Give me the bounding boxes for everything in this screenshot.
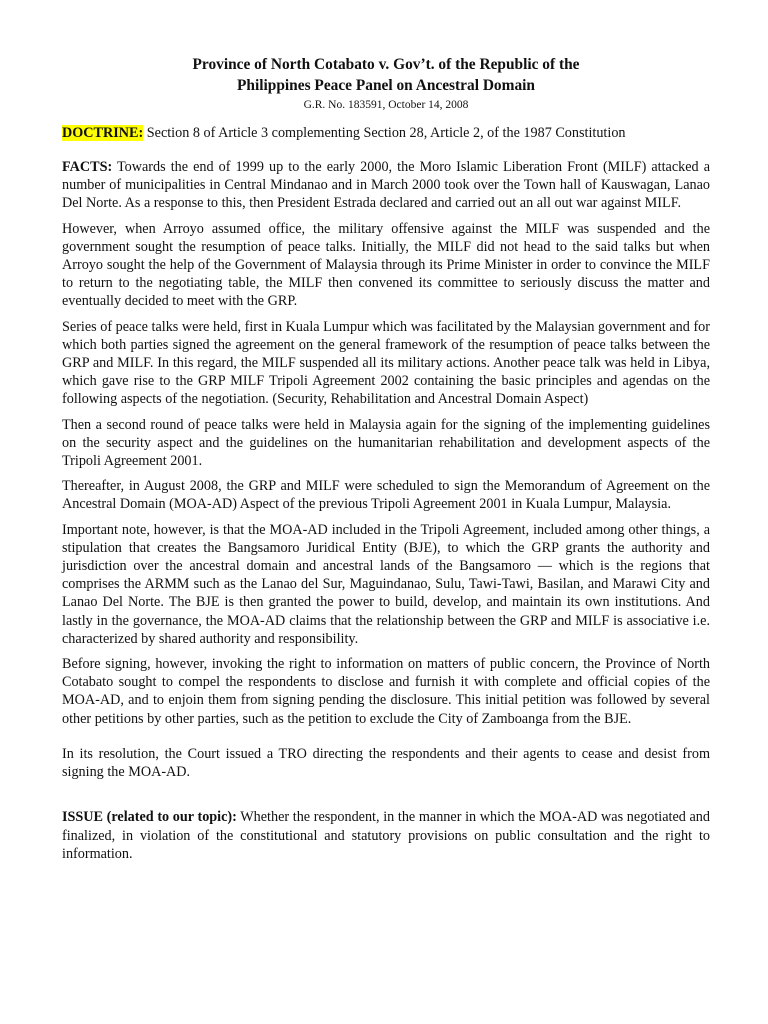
issue-label: ISSUE (related to our topic): [62,809,237,826]
case-title-line-2: Philippines Peace Panel on Ancestral Domain [237,77,535,94]
body-paragraph-2: Series of peace talks were held, first in Kuala Lumpur which was facilitated by the Malaysian government and for which both parties signed the agreement on the general framework of the resumption of peace talks between the GRP and MILF. In this regard, the MILF suspended all its military actions. Another peace talk was held in Libya, which gave rise to the GRP MILF Tripoli Agreement 2002 containing the basic principles and agendas on the following aspects of the negotiation. (Security, Rehabilitation and Ancestral Domain Aspect) [62,318,710,408]
body-paragraph-3: Then a second round of peace talks were held in Malaysia again for the signing of the implementing guidelines on the security aspect and the guidelines on the humanitarian rehabilitation and development aspects of the Tripoli Agreement 2001. [62,416,710,470]
facts-paragraph [62,158,710,213]
document-page [62,54,710,863]
case-title [62,54,710,96]
body-paragraph-5: Important note, however, is that the MOA-AD included in the Tripoli Agreement, included among other things, a stipulation that creates the Bangsamoro Juridical Entity (BJE), to which the GRP grants the authority and jurisdiction over the ancestral domain and ancestral lands of the Bangsamoro — which is the regions that comprises the ARMM such as the Lanao del Sur, Maguindanao, Sulu, Tawi-Tawi, Basilan, and Marawi City and Lanao Del Norte. The BJE is then granted the power to build, develop, and maintain its own institutions. And lastly in the governance, the MOA-AD claims that the relationship between the GRP and MILF is associative i.e. characterized by shared authority and responsibility. [62,521,710,647]
issue-paragraph [62,808,710,863]
body-paragraph-4: Thereafter, in August 2008, the GRP and MILF were scheduled to sign the Memorandum of Agreement on the Ancestral Domain (MOA-AD) Aspect of the previous Tripoli Agreement 2001 in Kuala Lumpur, Malaysia. [62,478,710,513]
body-paragraph-1: However, when Arroyo assumed office, the military offensive against the MILF was suspended and the government sought the resumption of peace talks. Initially, the MILF did not head to the said talks but when Arroyo sought the help of the Government of Malaysia through its Prime Minister in order to convince the MILF to return to the negotiating table, the MILF then convened its committee to seriously discuss the matter and eventually decided to meet with the GRP. [62,220,710,310]
body-paragraph-7: In its resolution, the Court issued a TRO directing the respondents and their agents to cease and desist from signing the MOA-AD. [62,745,710,781]
body-paragraph-6: Before signing, however, invoking the right to information on matters of public concern, the Province of North Cotabato sought to compel the respondents to disclose and furnish it with complete and official copies of the MOA-AD, and to enjoin them from signing pending the disclosure. This initial petition was followed by several other petitions by other parties, such as the petition to exclude the City of Zamboanga from the BJE. [62,656,710,727]
doctrine-text: Section 8 of Article 3 complementing Section 28, Article 2, of the 1987 Constitution [143,125,626,141]
issue-text: Whether the respondent, in the manner in which the MOA-AD was negotiated and finalized, in violation of the constitutional and statutory provisions on public consultation and the right to information. [62,809,710,862]
facts-label: FACTS: [62,159,113,175]
facts-text: Towards the end of 1999 up to the early 2000, the Moro Islamic Liberation Front (MILF) attacked a number of municipalities in Central Mindanao and in March 2000 took over the Town hall of Kauswagan, Lanao Del Norte. As a response to this, then President Estrada declared and carried out an all out war against MILF. [62,159,710,212]
doctrine-line [62,124,710,142]
doctrine-label: DOCTRINE: [62,125,144,141]
case-title-line-1: Province of North Cotabato v. Gov’t. of the Republic of the [192,56,580,73]
case-citation: G.R. No. 183591, October 14, 2008 [303,99,469,111]
